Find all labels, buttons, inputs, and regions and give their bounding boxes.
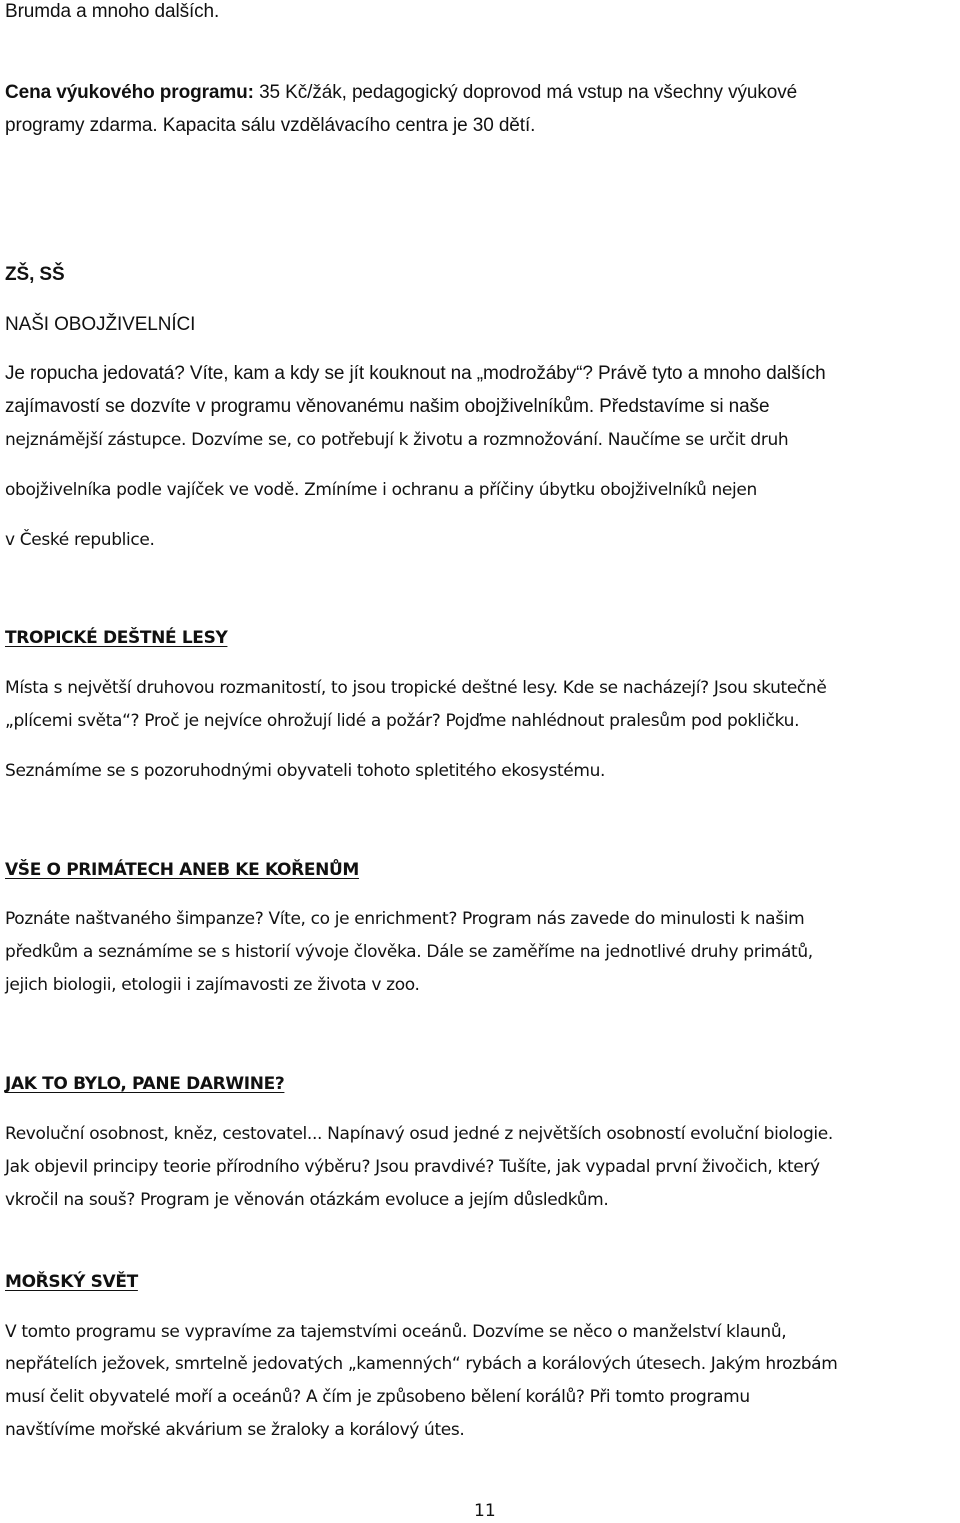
- intro-line: Brumda a mnoho dalších.: [5, 1, 220, 22]
- paragraph-line: musí čelit obyvatelé moří a oceánů? A čím je způsobeno bělení korálů? Při tomto programu: [5, 1387, 750, 1407]
- price-label: Cena výukového programu:: [5, 82, 254, 103]
- paragraph-line: „plícemi světa“? Proč je nejvíce ohrožují lidé a požár? Pojďme nahlédnout pralesům pod pokličku.: [5, 711, 800, 731]
- paragraph-line: jejich biologii, etologii i zajímavosti ze života v zoo.: [5, 975, 420, 995]
- section-title-rainforests: TROPICKÉ DEŠTNÉ LESY: [5, 628, 228, 648]
- paragraph-line: Jak objevil principy teorie přírodního výběru? Jsou pravdivé? Tušíte, jak vypadal první živočich, který: [5, 1157, 820, 1177]
- paragraph-line: V tomto programu se vypravíme za tajemstvími oceánů. Dozvíme se něco o manželství klaunů,: [5, 1322, 787, 1342]
- school-level-heading: ZŠ, SŠ: [5, 264, 65, 285]
- paragraph-line: Poznáte naštvaného šimpanze? Víte, co je enrichment? Program nás zavede do minulosti k našim: [5, 909, 805, 929]
- paragraph-line: Je ropucha jedovatá? Víte, kam a kdy se jít kouknout na „modrožáby“? Právě tyto a mnoho dalších: [5, 363, 826, 384]
- text-run: zajímavostí se dozvíte v programu věnovanému našim obojživelníkům. Představíme si naše: [5, 396, 770, 417]
- paragraph-line: v České republice.: [5, 530, 155, 550]
- section-title-darwin: JAK TO BYLO, PANE DARWINE?: [5, 1074, 285, 1094]
- section-title-sea-world: MOŘSKÝ SVĚT: [5, 1272, 138, 1292]
- paragraph-line: obojživelníka podle vajíček ve vodě. Zmíníme i ochranu a příčiny úbytku obojživelníků nejen: [5, 480, 757, 500]
- price-text: 35 Kč/žák, pedagogický doprovod má vstup na všechny výukové: [253, 82, 798, 103]
- capacity-line: programy zdarma. Kapacita sálu vzdělávacího centra je 30 dětí.: [5, 115, 536, 136]
- paragraph-line: Revoluční osobnost, kněz, cestovatel... Napínavý osud jedné z největších osobností evoluční biologie.: [5, 1124, 833, 1144]
- section-title-primates: VŠE O PRIMÁTECH ANEB KE KOŘENŮM: [5, 860, 360, 880]
- paragraph-line: nejznámější zástupce. Dozvíme se, co potřebují k životu a rozmnožování. Naučíme se určit druh: [5, 430, 789, 450]
- price-line: [5, 81, 797, 105]
- paragraph-line: vkročil na souš? Program je věnován otázkám evoluce a jejím důsledkům.: [5, 1190, 609, 1210]
- paragraph-line: [5, 395, 769, 419]
- paragraph-line: předkům a seznámíme se s historií vývoje člověka. Dále se zaměříme na jednotlivé druhy primátů,: [5, 942, 813, 962]
- paragraph-line: nepřátelích ježovek, smrtelně jedovatých „kamenných“ rybách a korálových útesech. Jakým hrozbám: [5, 1354, 838, 1374]
- paragraph-line: navštívíme mořské akvárium se žraloky a korálový útes.: [5, 1420, 465, 1440]
- paragraph-line: Místa s největší druhovou rozmanitostí, to jsou tropické deštné lesy. Kde se nacházejí? Jsou skutečně: [5, 678, 827, 698]
- page-number: 11: [474, 1501, 496, 1521]
- section-title-amphibians: NAŠI OBOJŽIVELNÍCI: [5, 314, 196, 335]
- paragraph-line: Seznámíme se s pozoruhodnými obyvateli tohoto spletitého ekosystému.: [5, 761, 606, 781]
